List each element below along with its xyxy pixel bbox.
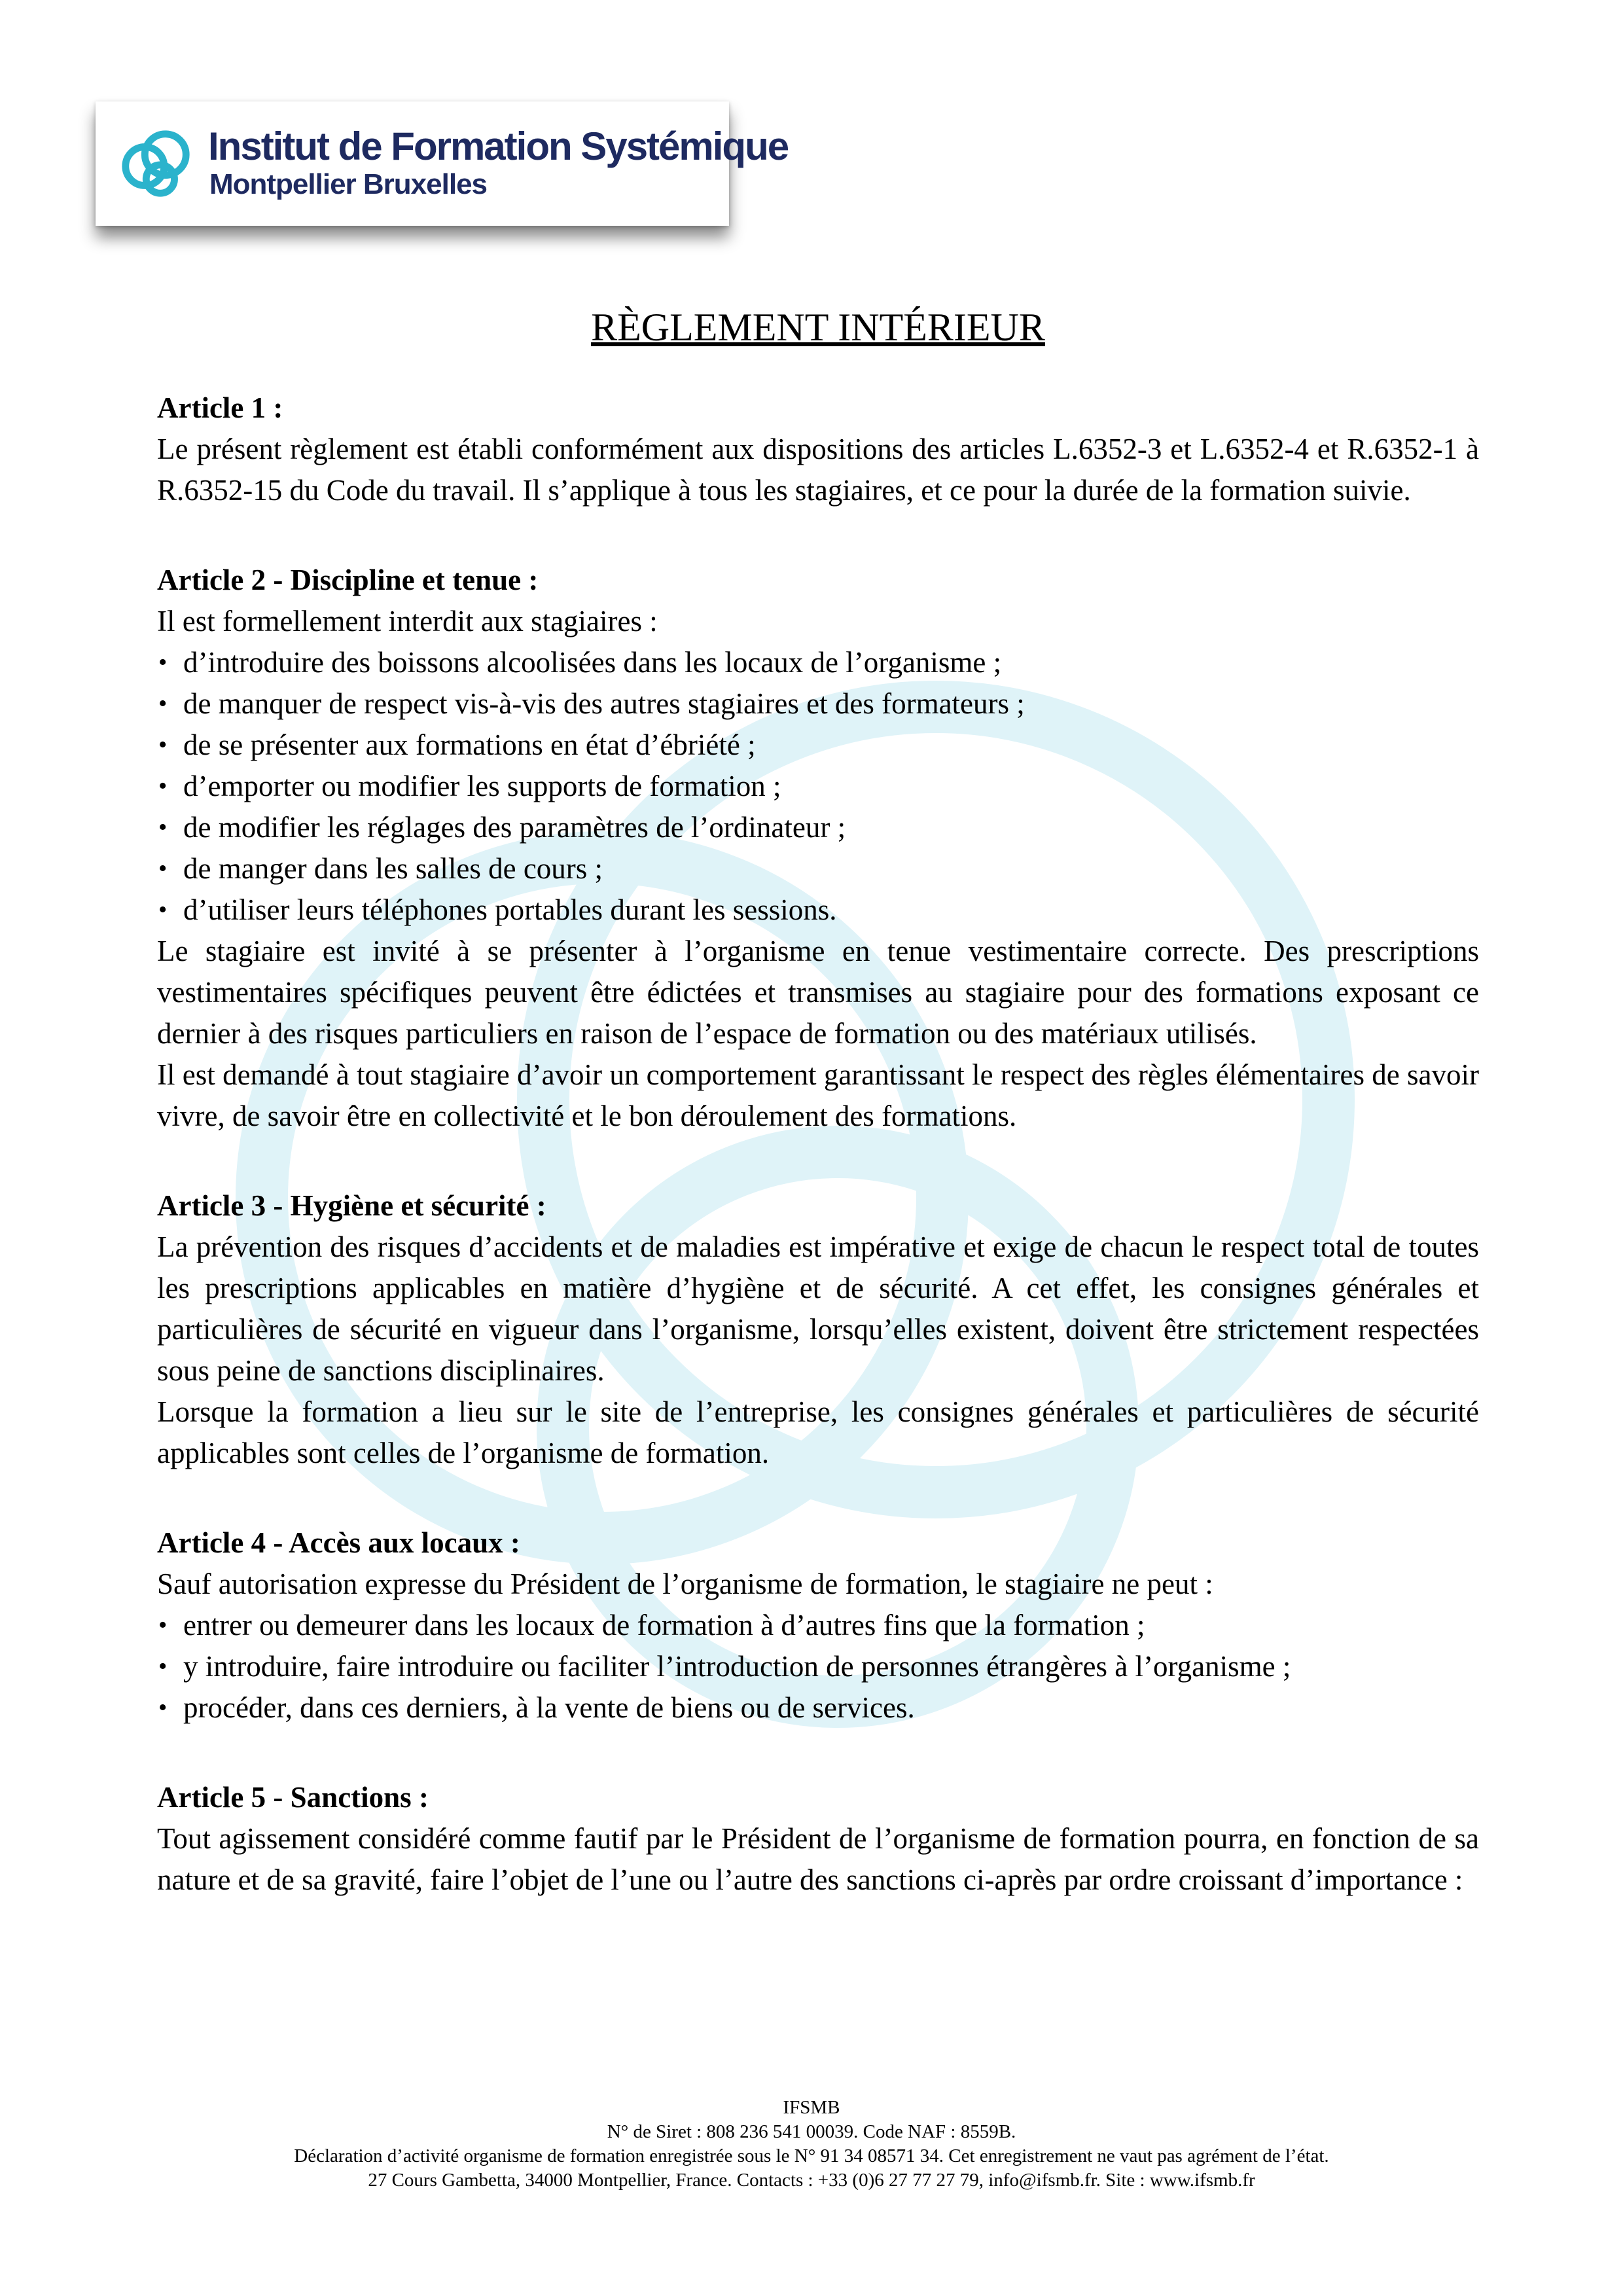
list-item bbox=[157, 725, 1479, 766]
bullet-icon: • bbox=[158, 772, 168, 800]
logo-subtitle: Montpellier Bruxelles bbox=[209, 168, 488, 200]
footer-contact: 27 Cours Gambetta, 34000 Montpellier, France. Contacts : +33 (0)6 27 77 27 79, info@ifsmb.fr. Site : www.ifsmb.fr bbox=[368, 2170, 1255, 2191]
article-4 bbox=[157, 1522, 1479, 1729]
list-item bbox=[157, 1687, 1479, 1729]
footer-org: IFSMB bbox=[783, 2097, 840, 2118]
bullet-icon: • bbox=[158, 1694, 168, 1721]
article-heading: Article 5 - Sanctions : bbox=[157, 1781, 429, 1814]
list-item-text: de se présenter aux formations en état d’ébriété ; bbox=[183, 728, 756, 761]
bullet-icon: • bbox=[158, 814, 168, 841]
article-paragraph: Il est formellement interdit aux stagiaires : bbox=[157, 605, 658, 637]
article-paragraph: Lorsque la formation a lieu sur le site de l’entreprise, les consignes générales et particulières de sécurité applicables sont celles de l’organisme de formation. bbox=[157, 1395, 1479, 1469]
list-item-text: procéder, dans ces derniers, à la vente de biens ou de services. bbox=[183, 1691, 915, 1724]
articles-list bbox=[157, 387, 1479, 1901]
document-title: RÈGLEMENT INTÉRIEUR bbox=[591, 306, 1045, 349]
article-1 bbox=[157, 387, 1479, 511]
page-footer bbox=[0, 2096, 1623, 2193]
bullet-list bbox=[157, 1605, 1479, 1729]
list-item-text: de manger dans les salles de cours ; bbox=[183, 852, 603, 885]
list-item-text: d’utiliser leurs téléphones portables durant les sessions. bbox=[183, 893, 837, 926]
list-item bbox=[157, 1646, 1479, 1687]
article-heading: Article 2 - Discipline et tenue : bbox=[157, 564, 539, 596]
list-item-text: d’introduire des boissons alcoolisées dans les locaux de l’organisme ; bbox=[183, 646, 1002, 679]
list-item bbox=[157, 1605, 1479, 1646]
article-paragraph: Le stagiaire est invité à se présenter à l’organisme en tenue vestimentaire correcte. Des prescriptions vestimentaires spécifiques peuvent être édictées et transmises au stagiaire pour des formations exposant ce dernier à des risques particuliers en raison de l’espace de formation ou des matériaux utilisés. bbox=[157, 935, 1479, 1050]
list-item-text: de manquer de respect vis-à-vis des autres stagiaires et des formateurs ; bbox=[183, 687, 1025, 720]
article-paragraph: Sauf autorisation expresse du Président de l’organisme de formation, le stagiaire ne peut : bbox=[157, 1568, 1213, 1600]
article-heading: Article 3 - Hygiène et sécurité : bbox=[157, 1189, 546, 1222]
list-item bbox=[157, 642, 1479, 683]
footer-siret: N° de Siret : 808 236 541 00039. Code NAF : 8559B. bbox=[607, 2121, 1016, 2142]
article-heading: Article 4 - Accès aux locaux : bbox=[157, 1526, 520, 1559]
article-paragraph: La prévention des risques d’accidents et de maladies est impérative et exige de chacun le respect total de toutes les prescriptions applicables en matière d’hygiène et de sécurité. A cet effet, les consignes générales et particulières de sécurité en vigueur dans l’organisme, lorsqu’elles existent, doivent être strictement respectées sous peine de sanctions disciplinaires. bbox=[157, 1230, 1479, 1387]
bullet-list bbox=[157, 642, 1479, 931]
article-heading: Article 1 : bbox=[157, 391, 283, 424]
bullet-icon: • bbox=[158, 690, 168, 717]
article-5 bbox=[157, 1777, 1479, 1901]
logo-mark-icon bbox=[118, 125, 195, 202]
list-item bbox=[157, 848, 1479, 889]
article-paragraph: Tout agissement considéré comme fautif par le Président de l’organisme de formation pourra, en fonction de sa nature et de sa gravité, faire l’objet de l’une ou l’autre des sanctions ci-après par ordre croissant d’importance : bbox=[157, 1822, 1479, 1896]
bullet-icon: • bbox=[158, 896, 168, 924]
list-item bbox=[157, 683, 1479, 725]
list-item bbox=[157, 766, 1479, 807]
article-paragraph: Le présent règlement est établi conformément aux dispositions des articles L.6352-3 et L.6352-4 et R.6352-1 à R.6352-15 du Code du travail. Il s’applique à tous les stagiaires, et ce pour la durée de la formation suivie. bbox=[157, 433, 1479, 507]
list-item bbox=[157, 807, 1479, 848]
bullet-icon: • bbox=[158, 731, 168, 759]
list-item bbox=[157, 889, 1479, 931]
bullet-icon: • bbox=[158, 1653, 168, 1680]
list-item-text: entrer ou demeurer dans les locaux de formation à d’autres fins que la formation ; bbox=[183, 1609, 1145, 1641]
bullet-icon: • bbox=[158, 855, 168, 882]
bullet-icon: • bbox=[158, 1611, 168, 1639]
bullet-icon: • bbox=[158, 649, 168, 676]
list-item-text: de modifier les réglages des paramètres de l’ordinateur ; bbox=[183, 811, 846, 844]
list-item-text: d’emporter ou modifier les supports de formation ; bbox=[183, 770, 781, 802]
logo-title: Institut de Formation Systémique bbox=[208, 124, 789, 168]
article-3 bbox=[157, 1185, 1479, 1474]
logo-card bbox=[96, 101, 789, 226]
footer-declaration: Déclaration d’activité organisme de formation enregistrée sous le N° 91 34 08571 34. Cet enregistrement ne vaut pas agrément de l’état. bbox=[294, 2145, 1329, 2166]
article-paragraph: Il est demandé à tout stagiaire d’avoir un comportement garantissant le respect des règles élémentaires de savoir vivre, de savoir être en collectivité et le bon déroulement des formations. bbox=[157, 1058, 1479, 1132]
list-item-text: y introduire, faire introduire ou faciliter l’introduction de personnes étrangères à l’organisme ; bbox=[183, 1650, 1291, 1683]
article-2 bbox=[157, 560, 1479, 1137]
document-body bbox=[157, 301, 1479, 1949]
